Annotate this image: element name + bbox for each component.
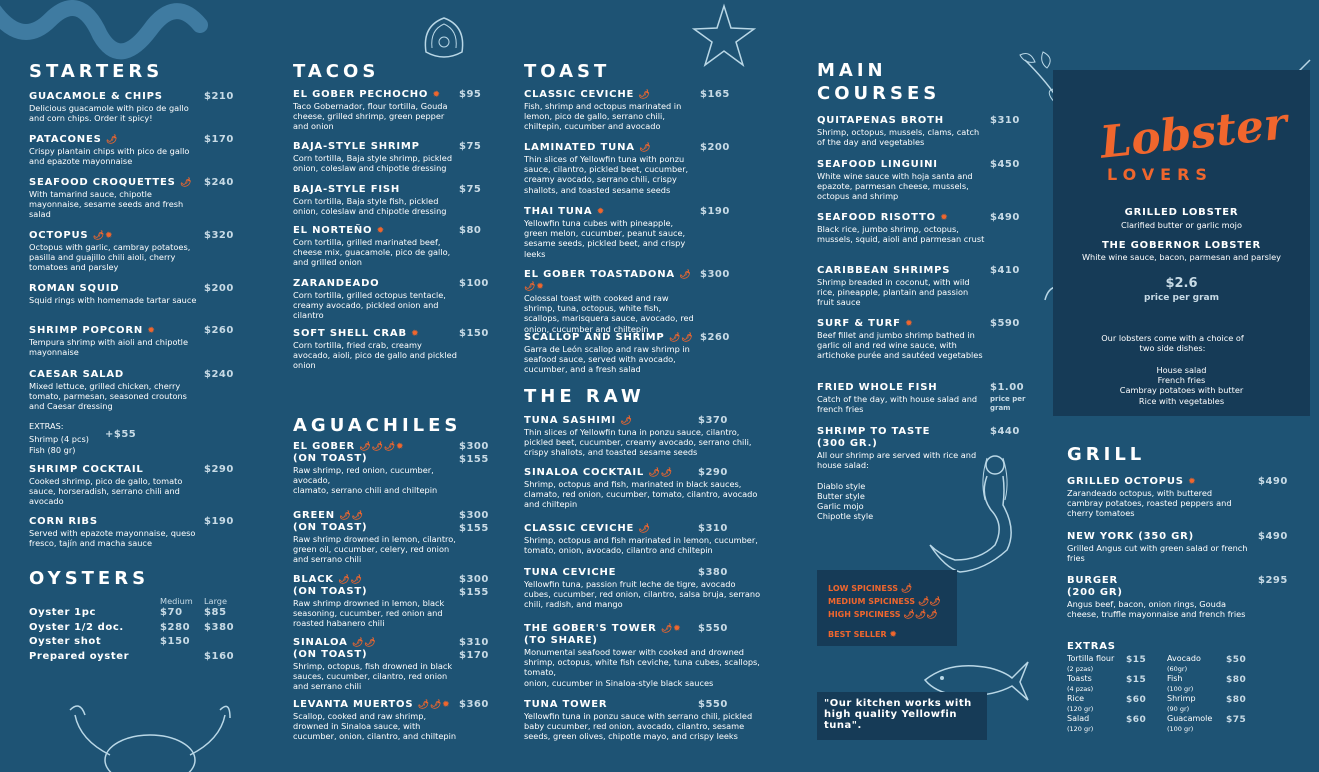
item-name: BURGER	[1067, 575, 1118, 586]
extra-note: (120 gr)	[1067, 705, 1094, 713]
section-title: OYSTERS	[29, 568, 150, 589]
legend-high-label: HIGH SPICINESS	[828, 610, 901, 619]
chili-icon: 🌶	[900, 584, 913, 594]
extra-price: $15	[1126, 655, 1147, 665]
item-description: Mixed lettuce, grilled chicken, cherry tomato, parmesan, seasoned croutons and Caesar dressing	[29, 381, 187, 412]
item-price: $550	[698, 699, 728, 710]
item-subtitle: (ON TOAST)	[293, 649, 368, 660]
extra-note: (4 pzas)	[1067, 685, 1094, 693]
item-price: $310	[990, 115, 1020, 126]
menu-item	[524, 89, 694, 132]
best-seller-icon: ✹	[905, 319, 914, 329]
item-name: SURF & TURF ✹	[817, 318, 914, 329]
item-description: Raw shrimp, red onion, cucumber, avocado, clamato, serrano chili and chiltepin	[293, 465, 438, 496]
item-description: Zarandeado octopus, with buttered cambray potatoes, roasted peppers and cherry tomatoes	[1067, 488, 1232, 519]
item-name: ROMAN SQUID	[29, 283, 120, 294]
lobster-note: Our lobsters come with a choice of two side dishes:	[1101, 333, 1244, 354]
item-name: EL GOBER 🌶🌶🌶✹	[293, 441, 405, 452]
legend-low-label: LOW SPICINESS	[828, 584, 898, 593]
best-seller-icon: ✹	[411, 329, 420, 339]
item-description: Shrimp, octopus and fish marinated in lemon, cucumber, tomato, onion, avocado, cilantro and chiltepin	[524, 535, 758, 556]
item-name: BLACK 🌶🌶	[293, 574, 363, 585]
best-seller-icon: ✹	[889, 630, 897, 640]
extra-note: (100 gr)	[1167, 685, 1194, 693]
menu-item	[293, 574, 461, 629]
item-description: Angus beef, bacon, onion rings, Gouda cheese, truffle mayonnaise and french fries	[1067, 599, 1246, 620]
legend-low	[828, 584, 912, 594]
item-description: Shrimp, octopus and fish, marinated in black sauces, clamato, red onion, cucumber, tomato, cilantro, avocado and chiltepin	[524, 479, 758, 510]
item-name: SEAFOOD RISOTTO ✹	[817, 212, 949, 223]
section-title: THE RAW	[524, 386, 645, 407]
item-description: Grilled Angus cut with green salad or french fries	[1067, 543, 1248, 564]
extra-note: (2 pzas)	[1067, 665, 1094, 673]
item-price-toast: $155	[459, 454, 489, 465]
oyster-name: Oyster shot	[29, 636, 102, 647]
item-subtitle: (ON TOAST)	[293, 453, 368, 464]
item-description: White wine sauce with hoja santa and epazote, parmesan cheese, mussels, octopus and shrimp	[817, 171, 973, 202]
item-price: $310	[698, 523, 728, 534]
item-description: Garra de León scallop and raw shrimp in seafood sauce, served with avocado, cucumber, and a fresh salad	[524, 344, 690, 375]
oyster-price-medium: $70	[160, 607, 183, 618]
chili-icon: 🌶🌶	[648, 468, 673, 478]
legend-medium-label: MEDIUM SPICINESS	[828, 597, 916, 606]
chili-icon: 🌶🌶	[668, 333, 694, 343]
menu-item	[29, 369, 199, 412]
best-seller-icon: ✹	[1188, 477, 1197, 487]
oyster-price-large: $380	[204, 621, 235, 633]
extra-item	[1167, 674, 1193, 694]
item-name: PATACONES 🌶	[29, 134, 119, 145]
menu-item	[524, 467, 764, 510]
item-name: CLASSIC CEVICHE 🌶	[524, 523, 651, 534]
menu-item	[29, 177, 199, 220]
menu-item	[293, 89, 458, 132]
item-name: BAJA-STYLE FISH	[293, 184, 401, 195]
item-description: Scallop, cooked and raw shrimp, drowned in Sinaloa sauce, with cucumber, onion, cilantro, and chiltepin	[293, 711, 457, 742]
item-price-toast: $155	[459, 523, 489, 534]
item-price: $490	[990, 212, 1020, 223]
oyster-name: Prepared oyster	[29, 650, 130, 662]
extras-label: EXTRAS:	[29, 421, 64, 431]
item-name: EL GOBER PECHOCHO ✹	[293, 89, 441, 100]
menu-item	[29, 325, 199, 357]
item-description: Tempura shrimp with aioli and chipotle mayonnaise	[29, 337, 188, 358]
menu-item	[29, 464, 199, 507]
item-name: SINALOA 🌶🌶	[293, 637, 377, 648]
lobster-item-name: GRILLED LOBSTER	[1124, 207, 1239, 218]
chili-icon: 🌶	[639, 143, 652, 153]
menu-item	[1067, 476, 1249, 519]
menu-item	[29, 134, 199, 166]
item-name: QUITAPENAS BROTH	[817, 115, 944, 126]
item-description: Monumental seafood tower with cooked and drowned shrimp, octopus, white fish ceviche, tuna cubes, scallops, tomato, onion, cucumber in Sinaloa-style black sauces	[524, 647, 760, 688]
oyster-price-medium: $150	[160, 636, 191, 647]
menu-item	[293, 184, 458, 216]
item-description: Thin slices of Yellowfin tuna in ponzu sauce, cilantro, pickled beet, cucumber, creamy avocado, serrano chili, crispy shallots, and toasted sesame seeds	[524, 427, 752, 458]
item-subtitle: (TO SHARE)	[524, 635, 598, 646]
legend-best-label: BEST SELLER	[828, 630, 887, 639]
item-description: Octopus with garlic, cambray potatoes, pasilla and guajillo chili aioli, cherry tomatoes and parsley	[29, 242, 191, 273]
menu-item	[817, 115, 985, 147]
chili-icon: 🌶	[638, 90, 651, 100]
item-description: Fish, shrimp and octopus marinated in lemon, pico de gallo, serrano chili, chiltepin, cucumber and avocado	[524, 101, 682, 132]
menu-item	[29, 91, 199, 123]
menu-item	[29, 230, 199, 273]
menu-item	[524, 567, 764, 610]
best-seller-icon: ✹	[147, 326, 156, 336]
oyster-col-large: Large	[204, 596, 228, 606]
item-price: $260	[204, 325, 234, 336]
item-name: SEAFOOD CROQUETTES 🌶	[29, 177, 193, 188]
extra-name: Fish	[1167, 674, 1183, 683]
item-price: $1.00	[990, 382, 1025, 393]
item-price: $200	[700, 142, 730, 153]
chili-icon: 🌶🌶	[339, 511, 364, 521]
item-name: CAESAR SALAD	[29, 369, 124, 380]
menu-item	[293, 510, 461, 565]
extras-title: EXTRAS	[1067, 641, 1116, 652]
item-description: Taco Gobernador, flour tortilla, Gouda cheese, grilled shrimp, green pepper and onion	[293, 101, 448, 132]
best-seller-icon: ✹	[596, 207, 606, 217]
item-price: $165	[700, 89, 730, 100]
best-seller-icon: ✹	[104, 231, 114, 241]
extras-item: Fish (80 gr)	[29, 445, 76, 455]
lobster-item-desc: Clarified butter or garlic mojo	[1121, 220, 1242, 230]
oyster-name: Oyster 1pc	[29, 607, 96, 618]
lobster-side: Cambray potatoes with butter	[1119, 385, 1244, 395]
item-name: TUNA SASHIMI 🌶	[524, 415, 633, 426]
extra-price: $75	[1226, 715, 1247, 725]
oyster-price-large: $85	[204, 607, 227, 618]
crab-icon	[60, 700, 240, 772]
menu-item	[524, 269, 694, 334]
oyster-col-medium: Medium	[160, 596, 193, 606]
item-price-note: price per gram	[990, 395, 1026, 412]
item-description: Corn tortilla, fried crab, creamy avocado, aioli, pico de gallo and pickled onion	[293, 340, 457, 371]
extra-name: Avocado	[1167, 654, 1201, 663]
item-description: Beef fillet and jumbo shrimp bathed in garlic oil and red wine sauce, with artichoke purée and sautéed vegetables	[817, 330, 983, 361]
menu-item	[1067, 531, 1249, 563]
item-price: $240	[204, 177, 234, 188]
extra-item	[1167, 654, 1201, 674]
item-description: Shrimp, octopus, fish drowned in black sauces, cucumber, cilantro, red onion and serrano chili	[293, 661, 453, 692]
extra-price: $60	[1126, 715, 1147, 725]
menu-item	[293, 328, 458, 371]
item-name: SINALOA COCKTAIL 🌶🌶	[524, 467, 673, 478]
chili-icon: 🌶🌶	[351, 638, 377, 648]
shell-icon	[418, 12, 470, 64]
oyster-name: Oyster 1/2 doc.	[29, 621, 124, 633]
item-price: $300	[459, 574, 489, 585]
lobster-side: House salad	[1156, 365, 1207, 375]
best-seller-icon: ✹	[940, 213, 949, 223]
oyster-price-medium: $280	[160, 621, 191, 633]
item-description: Black rice, jumbo shrimp, octopus, mussels, squid, aioli and parmesan crust	[817, 224, 985, 245]
extras-item: Shrimp (4 pcs)	[29, 434, 89, 444]
item-description: All our shrimp are served with rice and house salad: Diablo style Butter style Garlic mojo Chipotle style	[817, 450, 977, 522]
extra-name: Rice	[1067, 694, 1085, 703]
extras-price: +$55	[105, 429, 137, 440]
item-name: EL GOBER TOASTADONA 🌶🌶✹	[524, 269, 692, 292]
chili-icon: 🌶	[105, 135, 119, 145]
item-description: Colossal toast with cooked and raw shrimp, tuna, octopus, white fish, scallops, marisquera sauce, avocado, red onion, cucumber and chiltepin	[524, 293, 694, 334]
extra-price: $80	[1226, 695, 1247, 705]
item-name: SHRIMP POPCORN ✹	[29, 325, 156, 336]
item-name: CARIBBEAN SHRIMPS	[817, 265, 951, 276]
extra-price: $80	[1226, 675, 1247, 685]
item-name: CORN RIBS	[29, 516, 98, 527]
item-subtitle: (200 GR)	[1067, 587, 1123, 598]
menu-item	[29, 516, 199, 548]
menu-item	[524, 206, 694, 259]
item-description: Yellowfin tuna, passion fruit leche de tigre, avocado cubes, cucumber, red onion, cilantro, salsa bruja, serrano chili, radish, and mango	[524, 579, 761, 610]
item-price-toast: $155	[459, 587, 489, 598]
section-title: GRILL	[1067, 444, 1146, 465]
menu-item	[1067, 575, 1249, 619]
item-name: BAJA-STYLE SHRIMP	[293, 141, 420, 152]
chili-icon: 🌶	[638, 524, 651, 534]
item-name: GRILLED OCTOPUS ✹	[1067, 476, 1197, 487]
item-name: LEVANTA MUERTOS 🌶🌶✹	[293, 699, 451, 710]
item-price: $260	[700, 332, 730, 343]
menu-item	[817, 318, 985, 361]
item-description: Yellowfin tuna in ponzu sauce with serrano chili, pickled baby cucumber, red onion, avocado, cilantro, sesame seeds, green olives, chipotle mayo, and crispy leeks	[524, 711, 753, 742]
item-description: Yellowfin tuna cubes with pineapple, green melon, cucumber, peanut sauce, sesame seeds, pickled beet, and crispy leeks	[524, 218, 686, 259]
menu-item	[524, 699, 764, 742]
menu-item	[524, 523, 764, 555]
item-description: With tamarind sauce, chipotle mayonnaise, sesame seeds and fresh salad	[29, 189, 184, 220]
item-name: FRIED WHOLE FISH	[817, 382, 938, 393]
chili-icon: 🌶	[92, 231, 105, 241]
legend-high	[828, 610, 938, 620]
item-price: $320	[204, 230, 234, 241]
section-title: STARTERS	[29, 61, 164, 82]
menu-item	[524, 623, 764, 688]
item-description: Corn tortilla, grilled marinated beef, cheese mix, guacamole, pico de gallo, and grilled onion	[293, 237, 451, 268]
item-price: $410	[990, 265, 1020, 276]
menu-item	[293, 637, 461, 692]
menu-item	[29, 283, 199, 305]
chili-icon: 🌶🌶🌶	[359, 442, 396, 452]
extra-note: (120 gr)	[1067, 725, 1094, 733]
item-name: CLASSIC CEVICHE 🌶	[524, 89, 651, 100]
item-price: $300	[700, 269, 730, 280]
oyster-price-large: $160	[204, 650, 235, 662]
lobster-side: Rice with vegetables	[1138, 396, 1225, 406]
lobster-side: French fries	[1157, 375, 1206, 385]
lobster-price-unit: price per gram	[1144, 293, 1219, 303]
item-price: $190	[700, 206, 730, 217]
extra-item	[1167, 714, 1212, 734]
item-price: $590	[990, 318, 1020, 329]
item-price: $150	[459, 328, 489, 339]
item-price: $310	[459, 637, 489, 648]
item-name: TUNA CEVICHE	[524, 567, 617, 578]
item-price: $240	[204, 369, 234, 380]
menu-item	[817, 212, 985, 244]
item-name: SHRIMP TO TASTE	[817, 426, 931, 437]
chili-icon: 🌶🌶	[917, 597, 941, 607]
item-price: $370	[698, 415, 728, 426]
item-name: EL NORTEÑO ✹	[293, 225, 385, 236]
menu-item	[524, 415, 764, 458]
item-description: Cooked shrimp, pico de gallo, tomato sauce, horseradish, serrano chili and avocado	[29, 476, 183, 507]
lobster-item-name: THE GOBERNOR LOBSTER	[1101, 240, 1262, 251]
extra-name: Shrimp	[1167, 694, 1196, 703]
extra-note: (60gr)	[1167, 665, 1188, 673]
item-price: $380	[698, 567, 728, 578]
item-description: Corn tortilla, Baja style shrimp, pickled onion, coleslaw and chipotle dressing	[293, 153, 453, 174]
extra-name: Toasts	[1067, 674, 1092, 683]
section-title: MAIN	[817, 60, 887, 81]
legend-medium	[828, 597, 941, 607]
item-name: SOFT SHELL CRAB ✹	[293, 328, 420, 339]
menu-item	[817, 426, 985, 521]
chili-icon: 🌶🌶	[338, 575, 363, 585]
extra-item	[1067, 674, 1093, 694]
item-description: Raw shrimp drowned in lemon, black seasoning, cucumber, red onion and roasted habanero chili	[293, 598, 445, 629]
item-name: SHRIMP COCKTAIL	[29, 464, 144, 475]
item-description: Catch of the day, with house salad and french fries	[817, 394, 978, 415]
item-price: $290	[698, 467, 728, 478]
item-price: $490	[1258, 531, 1288, 542]
menu-item	[524, 142, 694, 195]
item-price: $490	[1258, 476, 1288, 487]
item-name: GREEN 🌶🌶	[293, 510, 364, 521]
item-description: Thin slices of Yellowfin tuna with ponzu sauce, cilantro, pickled beet, cucumber, creamy avocado, serrano chili, crispy shallots, and toasted sesame seeds	[524, 154, 689, 195]
item-name: GUACAMOLE & CHIPS	[29, 91, 163, 102]
extra-name: Tortilla flour	[1067, 654, 1115, 663]
menu-item	[817, 382, 985, 414]
item-price: $95	[459, 89, 482, 100]
item-description: Corn tortilla, Baja style fish, pickled onion, coleslaw and chipotle dressing	[293, 196, 447, 217]
item-price: $360	[459, 699, 489, 710]
section-title: TOAST	[524, 61, 611, 82]
best-seller-icon: ✹	[395, 442, 405, 452]
item-subtitle: (300 GR.)	[817, 438, 878, 449]
extra-item	[1067, 694, 1093, 714]
item-name: NEW YORK (350 GR)	[1067, 531, 1195, 542]
lobster-item-desc: White wine sauce, bacon, parmesan and parsley	[1081, 252, 1282, 262]
extra-name: Salad	[1067, 714, 1090, 723]
item-price: $100	[459, 278, 489, 289]
extra-price: $15	[1126, 675, 1147, 685]
item-price: $75	[459, 184, 482, 195]
item-name: LAMINATED TUNA 🌶	[524, 142, 652, 153]
section-title: AGUACHILES	[293, 415, 462, 436]
item-price: $290	[204, 464, 234, 475]
chili-icon: 🌶	[179, 178, 193, 188]
menu-item	[524, 332, 694, 375]
item-description: Shrimp, octopus, mussels, clams, catch of the day and vegetables	[817, 127, 980, 148]
best-seller-icon: ✹	[376, 226, 385, 236]
item-description: Served with epazote mayonnaise, queso fresco, tajín and macha sauce	[29, 528, 196, 549]
item-price: $190	[204, 516, 234, 527]
item-description: Squid rings with homemade tartar sauce	[29, 295, 197, 305]
section-title: COURSES	[817, 83, 941, 104]
chili-icon: 🌶🌶🌶	[903, 610, 938, 620]
menu-item	[817, 159, 985, 202]
chili-icon: 🌶🌶	[524, 270, 692, 292]
item-name: SCALLOP AND SHRIMP 🌶🌶	[524, 332, 694, 343]
extra-note: (100 gr)	[1167, 725, 1194, 733]
item-description: Shrimp breaded in coconut, with wild rice, pineapple, plantain and passion fruit sauce	[817, 277, 970, 308]
starters-section	[29, 60, 234, 83]
item-description: Raw shrimp drowned in lemon, cilantro, green oil, cucumber, celery, red onion and serrano chili	[293, 534, 456, 565]
item-price: $210	[204, 91, 234, 102]
extra-item	[1067, 714, 1093, 734]
extra-item	[1167, 694, 1196, 714]
menu-item	[817, 265, 985, 308]
extra-price: $50	[1226, 655, 1247, 665]
menu-item	[293, 441, 461, 496]
starfish-icon	[690, 2, 758, 70]
extra-note: (90 gr)	[1167, 705, 1190, 713]
best-seller-icon: ✹	[673, 624, 682, 634]
item-description: Corn tortilla, grilled octopus tentacle, creamy avocado, pickled onion and cilantro	[293, 290, 446, 321]
extra-item	[1067, 654, 1114, 674]
item-name: OCTOPUS 🌶✹	[29, 230, 114, 241]
extra-name: Guacamole	[1167, 714, 1213, 723]
lobster-subtitle: LOVERS	[1107, 165, 1213, 184]
extra-price: $60	[1126, 695, 1147, 705]
best-seller-icon: ✹	[442, 700, 451, 710]
menu-item	[293, 278, 458, 321]
item-subtitle: (ON TOAST)	[293, 522, 368, 533]
best-seller-icon: ✹	[432, 90, 441, 100]
item-price: $300	[459, 441, 489, 452]
item-price: $200	[204, 283, 234, 294]
item-price: $75	[459, 141, 482, 152]
section-title: TACOS	[293, 61, 380, 82]
item-name: THAI TUNA ✹	[524, 206, 606, 217]
chili-icon: 🌶🌶	[417, 700, 443, 710]
item-name: TUNA TOWER	[524, 699, 608, 710]
menu-item	[293, 141, 458, 173]
legend-best	[828, 630, 897, 640]
chili-icon: 🌶	[660, 624, 674, 634]
lobster-title: Lobster	[1097, 98, 1290, 169]
item-price: $450	[990, 159, 1020, 170]
item-name: SEAFOOD LINGUINI	[817, 159, 938, 170]
quote-text: "Our kitchen works with high quality Yellowfin tuna".	[824, 698, 972, 731]
lobster-price: $2.6	[1165, 276, 1198, 291]
wave-decoration	[0, 0, 220, 60]
item-price: $170	[204, 134, 234, 145]
item-price: $440	[990, 426, 1020, 437]
item-price: $300	[459, 510, 489, 521]
item-name: ZARANDEADO	[293, 278, 380, 289]
item-price: $295	[1258, 575, 1288, 586]
item-price-toast: $170	[459, 650, 489, 661]
best-seller-icon: ✹	[536, 282, 545, 292]
menu-item	[293, 225, 458, 268]
item-description: Crispy plantain chips with pico de gallo and epazote mayonnaise	[29, 146, 190, 167]
chili-icon: 🌶	[620, 416, 633, 426]
item-subtitle: (ON TOAST)	[293, 586, 368, 597]
item-price: $550	[698, 623, 728, 634]
item-price: $80	[459, 225, 482, 236]
item-name: THE GOBER'S TOWER 🌶✹	[524, 623, 682, 634]
item-description: Delicious guacamole with pico de gallo and corn chips. Order it spicy!	[29, 103, 189, 124]
menu-item	[293, 699, 461, 742]
